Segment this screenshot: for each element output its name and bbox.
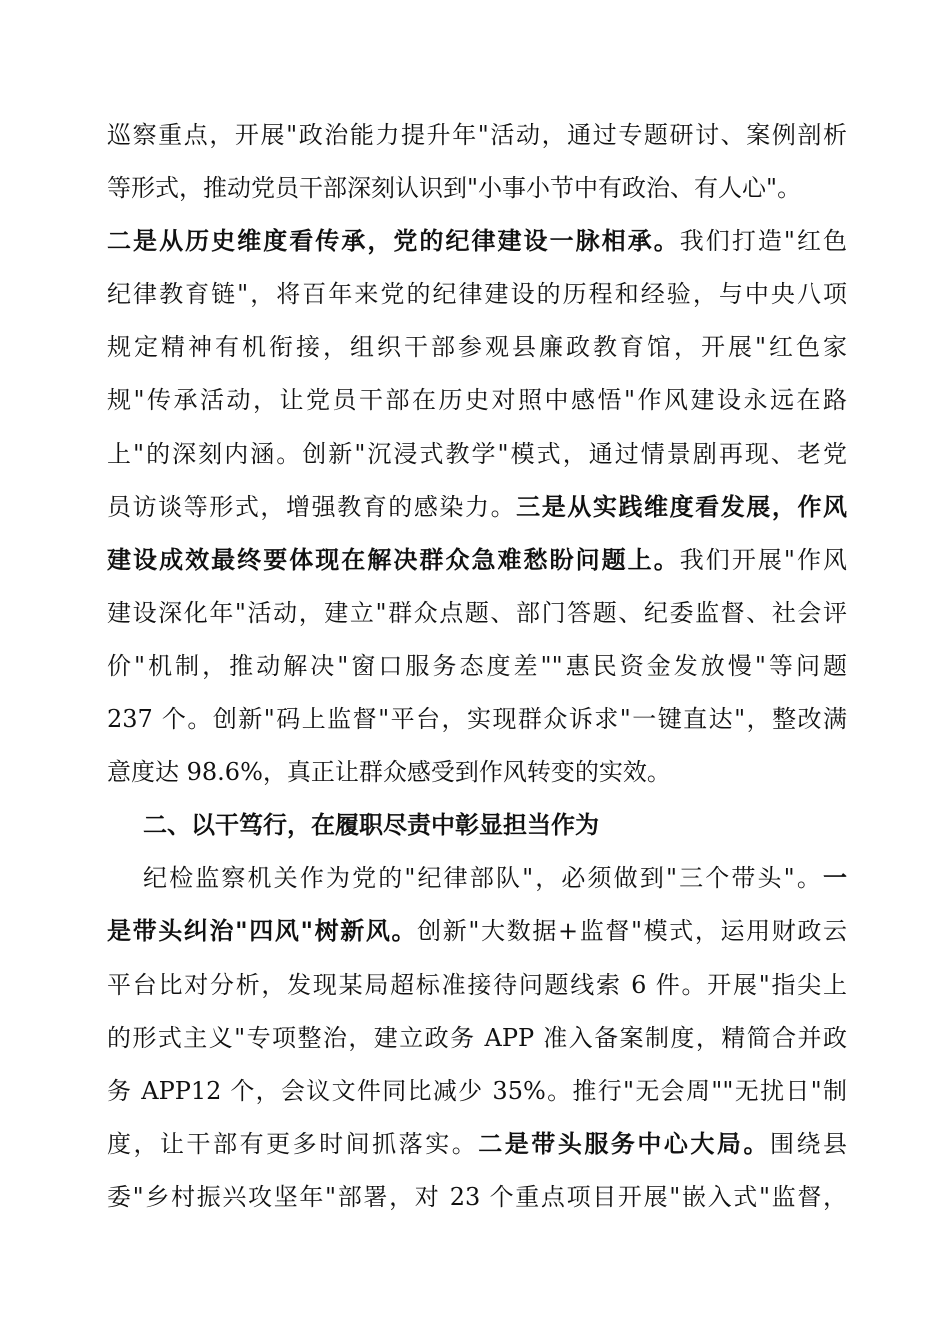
body-text: 巡察重点，开展"政治能力提升年"活动，通过专题研讨、案例剖析 — [107, 121, 847, 149]
text-line — [107, 855, 847, 908]
bold-lead-sentence: 二是从历史维度看传承，党的纪律建设一脉相承。 — [107, 227, 680, 256]
body-text: 围绕县 — [769, 1129, 848, 1158]
body-text: 的形式主义"专项整治，建立政务 APP 准入备案制度，精简合并政 — [107, 1023, 847, 1052]
bold-lead-sentence: 三是从实践维度看发展，作风 — [516, 492, 848, 521]
body-text: 我们开展"作风 — [679, 545, 847, 574]
text-line — [107, 590, 847, 643]
section-heading — [107, 802, 847, 855]
text-line — [107, 962, 847, 1015]
bold-lead-sentence: 一 — [823, 864, 847, 893]
text-line — [107, 431, 847, 484]
body-text: 委"乡村振兴攻坚年"部署，对 23 个重点项目开展"嵌入式"监督， — [107, 1182, 847, 1211]
text-line — [107, 908, 847, 961]
body-text: 度，让干部有更多时间抓落实。 — [107, 1129, 479, 1158]
text-line — [107, 165, 847, 218]
body-text: 规定精神有机衔接，组织干部参观县廉政教育馆，开展"红色家 — [107, 333, 847, 362]
text-line — [107, 484, 847, 537]
text-line — [107, 696, 847, 749]
text-line — [107, 643, 847, 696]
body-text: 平台比对分析，发现某局超标准接待问题线索 6 件。开展"指尖上 — [107, 970, 847, 999]
body-text: 237 个。创新"码上监督"平台，实现群众诉求"一键直达"，整改满 — [107, 705, 847, 734]
text-line — [107, 377, 847, 430]
body-text: 纪检监察机关作为党的"纪律部队"，必须做到"三个带头"。 — [143, 864, 823, 893]
text-line — [107, 271, 847, 324]
body-text: 上"的深刻内涵。创新"沉浸式教学"模式，通过情景剧再现、老党 — [107, 439, 847, 468]
bold-lead-sentence: 是带头纠治"四风"树新风。 — [107, 917, 418, 946]
body-text: 创新"大数据+监督"模式，运用财政云 — [417, 917, 847, 946]
body-text: 规"传承活动，让党员干部在历史对照中感悟"作风建设永远在路 — [107, 386, 847, 415]
text-line — [107, 537, 847, 590]
text-line — [107, 324, 847, 377]
text-line — [107, 218, 847, 271]
body-text: 纪律教育链"，将百年来党的纪律建设的历程和经验，与中央八项 — [107, 280, 847, 309]
section-heading-text: 二、以干笃行，在履职尽责中彰显担当作为 — [143, 811, 599, 840]
text-line — [107, 1174, 847, 1227]
text-line — [107, 1015, 847, 1068]
body-text: 价"机制，推动解决"窗口服务态度差""惠民资金发放慢"等问题 — [107, 651, 847, 680]
text-line — [107, 112, 847, 165]
body-text: 务 APP12 个，会议文件同比减少 35%。推行"无会周""无扰日"制 — [107, 1076, 847, 1105]
body-text: 建设深化年"活动，建立"群众点题、部门答题、纪委监督、社会评 — [107, 598, 847, 627]
bold-lead-sentence: 二是带头服务中心大局。 — [478, 1129, 770, 1158]
bold-lead-sentence: 建设成效最终要体现在解决群众急难愁盼问题上。 — [107, 545, 680, 574]
body-text: 员访谈等形式，增强教育的感染力。 — [107, 492, 517, 521]
document-body — [107, 112, 847, 1227]
text-line — [107, 1068, 847, 1121]
text-line — [107, 1121, 847, 1174]
body-text: 等形式，推动党员干部深刻认识到"小事小节中有政治、有人心"。 — [107, 174, 802, 203]
body-text: 意度达 98.6%，真正让群众感受到作风转变的实效。 — [107, 758, 671, 787]
body-text: 我们打造"红色 — [679, 227, 847, 256]
text-line — [107, 749, 847, 802]
